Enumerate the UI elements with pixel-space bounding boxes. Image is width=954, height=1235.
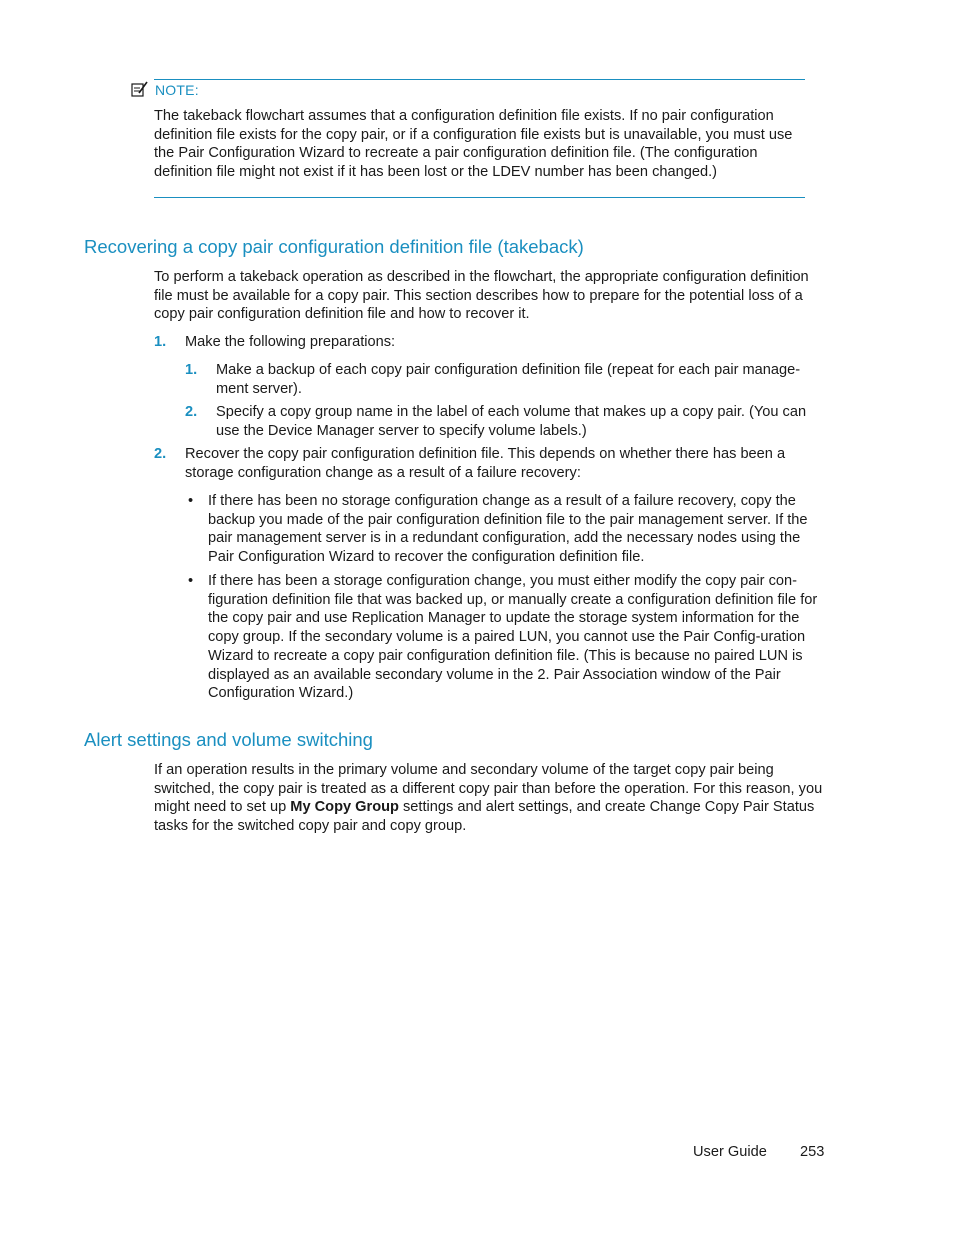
footer-label: User Guide	[693, 1144, 767, 1160]
substep-text: Specify a copy group name in the label of each volume that makes up a copy pair. (You can use the Device Manager server to specify volume labels.)	[216, 404, 807, 439]
section-heading-takeback: Recovering a copy pair configuration definition file (takeback)	[84, 236, 584, 257]
bullet-marker: •	[188, 493, 194, 509]
note-text: The takeback flowchart assumes that a configuration definition file exists. If no pair configuration definition file exists for the copy pair, or if a configuration file exists but is unavailable, you must use the Pair Configuration Wizard to recreate a pair configuration definition file. (The configuration definition file might not exist if it has been lost or the LDEV number has been changed.)	[154, 108, 793, 181]
section1-intro: To perform a takeback operation as described in the flowchart, the appropriate configuration definition file must be available for a copy pair. This section describes how to prepare for the potential loss of a copy pair configuration definition file and how to recover it.	[154, 269, 809, 323]
step-text: Recover the copy pair configuration definition file. This depends on whether there has been a storage configuration change as a result of a failure recovery:	[185, 446, 786, 481]
substep-number: 1.	[185, 362, 198, 378]
note-label: NOTE:	[155, 82, 199, 98]
note-bottom-rule	[154, 197, 805, 198]
section2-text-before: If an operation results in the primary volume and secondary volume of the target copy pair being switched, the copy pair is treated as a different copy pair than before the operation. For this reason, you might need to set up	[154, 762, 823, 816]
bullet-marker: •	[188, 573, 194, 589]
bullet-text: If there has been no storage configuration change as a result of a failure recovery, copy the backup you made of the pair configuration definition file to the pair management server. If the pair management server is in a redundant configuration, add the necessary nodes using the Pair Configuration Wizard to recover the configuration definition file.	[208, 493, 808, 566]
substep-text: Make a backup of each copy pair configuration definition file (repeat for each pair manage-ment server).	[216, 362, 801, 397]
substep-number: 2.	[185, 404, 198, 420]
step-number: 1.	[154, 334, 167, 350]
bullet-text: If there has been a storage configuration change, you must either modify the copy pair con-figuration definition file that was backed up, or manually create a configuration definition file for the copy pair and use Replication Manager to update the storage system information for the copy group. If the secondary volume is a paired LUN, you cannot use the Pair Config-uration Wizard to recreate a copy pair configuration definition file. (This is because no paired LUN is displayed as an available secondary volume in the 2. Pair Association window of the Pair Configuration Wizard.)	[208, 573, 818, 702]
page-number: 253	[800, 1144, 825, 1160]
section2-paragraph	[154, 761, 829, 836]
my-copy-group-term: My Copy Group	[290, 799, 399, 816]
step-number: 2.	[154, 446, 167, 462]
section-heading-alert-settings: Alert settings and volume switching	[84, 729, 373, 750]
step-text: Make the following preparations:	[185, 334, 396, 350]
section2-text-after: settings and alert settings, and create Change Copy Pair Status tasks for the switched copy pair and copy group.	[154, 799, 815, 835]
note-top-rule	[154, 79, 805, 80]
note-pencil-icon	[131, 81, 149, 97]
